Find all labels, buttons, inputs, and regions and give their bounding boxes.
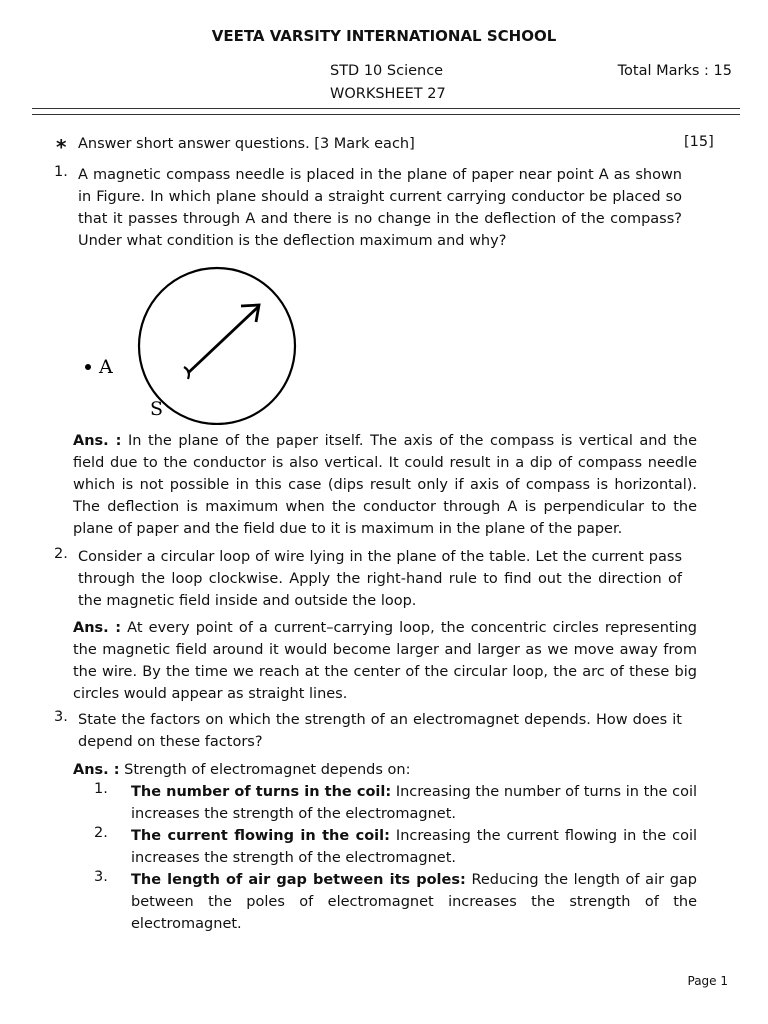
- factor-title-2: The current flowing in the coil:: [131, 828, 390, 844]
- instruction-bullet: *: [56, 135, 67, 159]
- question-number-1: 1.: [54, 164, 68, 180]
- answer-3: [73, 759, 697, 781]
- header-divider-bottom: [32, 114, 740, 115]
- page-number: Page 1: [687, 974, 728, 988]
- factor-item-3: [131, 869, 697, 935]
- point-a-dot: [85, 364, 91, 370]
- total-marks: Total Marks : 15: [617, 63, 732, 79]
- answer-text-3: Strength of electromagnet depends on:: [124, 762, 411, 778]
- question-number-3: 3.: [54, 709, 68, 725]
- question-text-3: State the factors on which the strength of an electromagnet depends. How does it depend on these factors?: [78, 712, 682, 750]
- compass-figure: [60, 255, 320, 425]
- south-label: S: [150, 398, 164, 420]
- answer-1: [73, 430, 697, 540]
- factor-text-2: Increasing the current flowing in the coil increases the strength of the electromagnet.: [131, 828, 697, 866]
- factor-text-3: Reducing the length of air gap between the poles of electromagnet increases the strength of the electromagnet.: [131, 872, 697, 932]
- worksheet-label: WORKSHEET 27: [330, 86, 446, 102]
- point-a-label: A: [99, 356, 113, 378]
- question-number-2: 2.: [54, 546, 68, 562]
- instruction-text: Answer short answer questions. [3 Mark each]: [78, 136, 415, 152]
- factor-number-2: 2.: [94, 825, 108, 841]
- question-text-2: Consider a circular loop of wire lying in the plane of the table. Let the current pass through the loop clockwise. Apply the right-hand rule to find out the direction of the magnetic field inside and outside the loop.: [78, 549, 682, 609]
- factor-title-3: The length of air gap between its poles:: [131, 872, 466, 888]
- instruction-marks: [15]: [684, 134, 714, 150]
- question-text-1: A magnetic compass needle is placed in the plane of paper near point A as shown in Figure. In which plane should a straight current carrying conductor be placed so that it passes through A and there is no change in the deflection of the compass? Under what condition is the deflection maximum and why?: [78, 167, 682, 249]
- factor-text-1: Increasing the number of turns in the coil increases the strength of the electromagnet.: [131, 784, 698, 822]
- factor-number-3: 3.: [94, 869, 108, 885]
- header-divider-top: [32, 108, 740, 109]
- standard-label: STD 10 Science: [330, 63, 444, 79]
- answer-label-1: Ans. :: [73, 433, 122, 449]
- factor-number-1: 1.: [94, 781, 108, 797]
- answer-text-2: At every point of a current–carrying loop, the concentric circles representing the magnetic field around it would become larger and larger as we move away from the wire. By the time we reach at the center of the circular loop, the arc of these big circles would appear as straight lines.: [73, 620, 698, 702]
- answer-label-3: Ans. :: [73, 762, 120, 778]
- compass-needle: [188, 307, 258, 373]
- factor-title-1: The number of turns in the coil:: [131, 784, 392, 800]
- factor-item-2: [131, 825, 697, 869]
- answer-2: [73, 617, 697, 705]
- factor-item-1: [131, 781, 697, 825]
- school-name: VEETA VARSITY INTERNATIONAL SCHOOL: [211, 27, 557, 45]
- needle-tail: [184, 367, 189, 379]
- answer-label-2: Ans. :: [73, 620, 122, 636]
- answer-text-1: In the plane of the paper itself. The axis of the compass is vertical and the field due to the conductor is also vertical. It could result in a dip of compass needle which is not possible in this case (dips result only if axis of compass is horizontal). The deflection is maximum when the conductor through A is perpendicular to the plane of paper and the field due to it is maximum in the plane of the paper.: [73, 433, 698, 537]
